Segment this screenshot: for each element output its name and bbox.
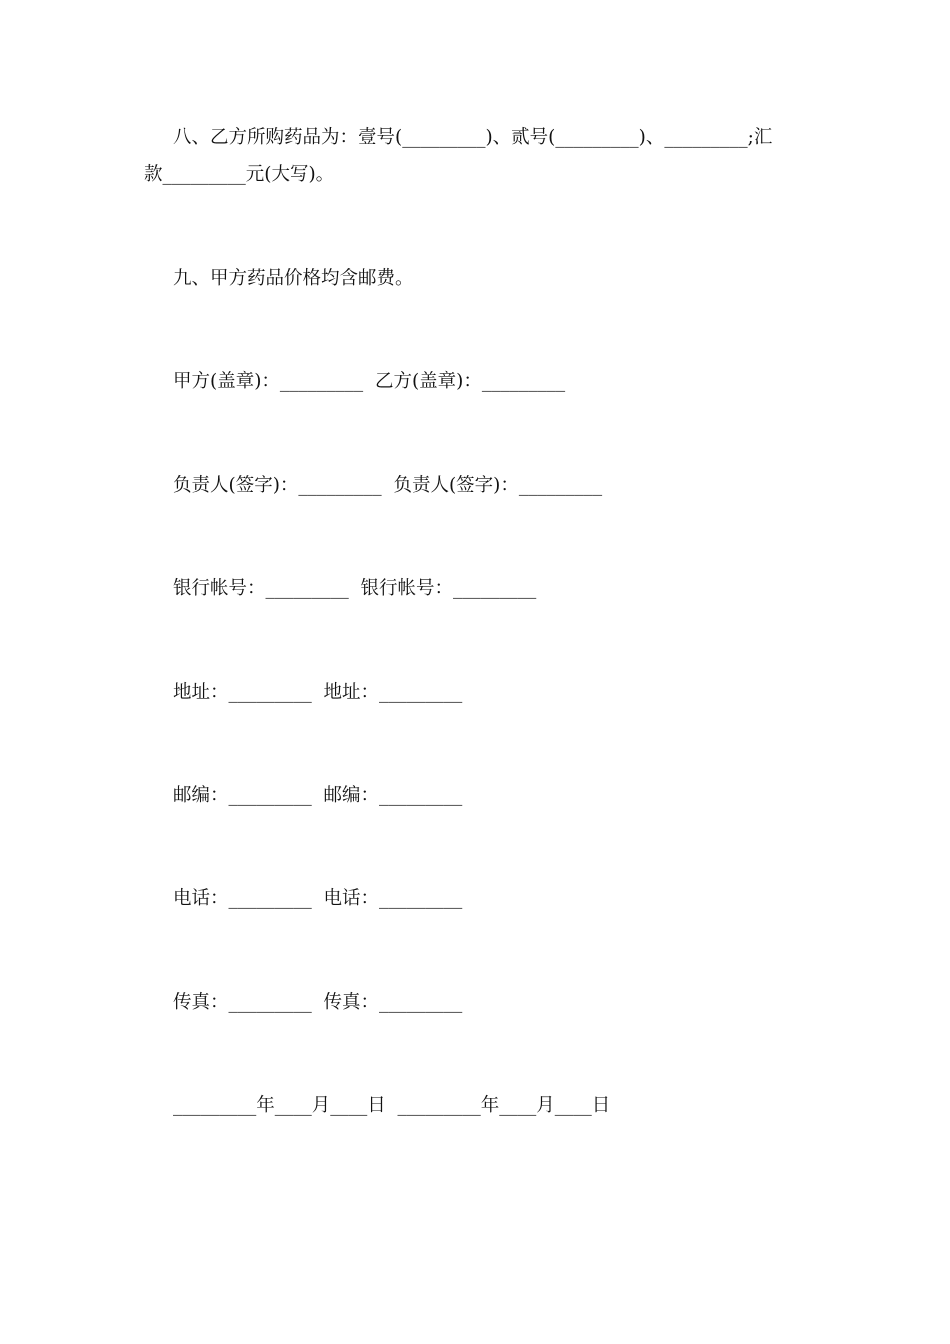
responsible-person-line: 负责人(签字)：_________ 负责人(签字)：_________	[173, 475, 603, 496]
postcode-line: 邮编：_________ 邮编：_________	[173, 785, 463, 806]
address-line: 地址：_________ 地址：_________	[173, 682, 463, 703]
phone-line: 电话：_________ 电话：_________	[173, 888, 463, 909]
bank-account-line: 银行帐号：_________ 银行帐号：_________	[173, 578, 537, 599]
clause-8-line-2: 款_________元(大写)。	[144, 164, 335, 185]
seal-line: 甲方(盖章)：_________ 乙方(盖章)：_________	[173, 371, 566, 392]
date-line: _________年____月____日 _________年____月____日	[173, 1095, 611, 1116]
clause-9: 九、甲方药品价格均含邮费。	[173, 268, 414, 289]
fax-line: 传真：_________ 传真：_________	[173, 992, 463, 1013]
clause-8-line-1: 八、乙方所购药品为：壹号(_________)、贰号(_________)、_________;汇	[173, 127, 773, 148]
